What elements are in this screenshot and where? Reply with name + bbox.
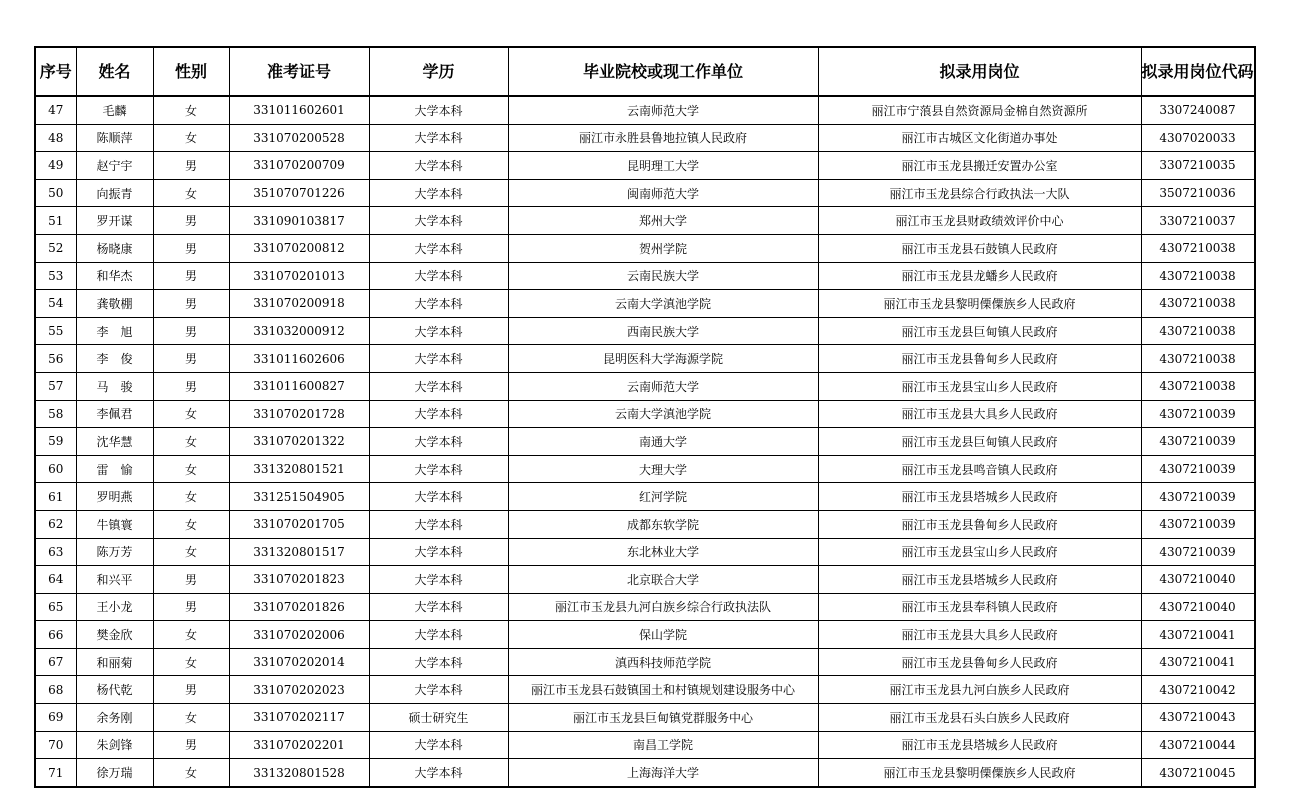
cell-school: 滇西科技师范学院 [508,648,818,676]
cell-gender: 女 [153,96,229,124]
cell-gender: 男 [153,676,229,704]
cell-gender: 女 [153,538,229,566]
cell-seq: 69 [35,704,76,732]
cell-education: 大学本科 [369,483,508,511]
cell-exam-id: 331090103817 [229,207,369,235]
cell-position-code: 4307210041 [1141,648,1255,676]
cell-name: 李 俊 [76,345,153,373]
cell-seq: 63 [35,538,76,566]
cell-education: 大学本科 [369,124,508,152]
cell-education: 大学本科 [369,648,508,676]
cell-position: 丽江市玉龙县九河白族乡人民政府 [818,676,1141,704]
cell-seq: 55 [35,317,76,345]
table-row [35,566,1255,594]
cell-school: 成都东软学院 [508,510,818,538]
table-row [35,648,1255,676]
cell-exam-id: 331070201823 [229,566,369,594]
cell-school: 昆明理工大学 [508,152,818,180]
header-proposed-position: 拟录用岗位 [818,47,1141,96]
cell-position-code: 4307210039 [1141,538,1255,566]
cell-position-code: 4307210044 [1141,731,1255,759]
cell-position-code: 4307210043 [1141,704,1255,732]
table-row [35,510,1255,538]
cell-position: 丽江市玉龙县龙蟠乡人民政府 [818,262,1141,290]
cell-school: 丽江市玉龙县巨甸镇党群服务中心 [508,704,818,732]
cell-name: 余务刚 [76,704,153,732]
table-row [35,124,1255,152]
table-row [35,676,1255,704]
cell-seq: 57 [35,372,76,400]
cell-position-code: 4307210038 [1141,317,1255,345]
cell-gender: 女 [153,621,229,649]
cell-school: 昆明医科大学海源学院 [508,345,818,373]
table-row [35,234,1255,262]
table-row [35,179,1255,207]
cell-school: 丽江市永胜县鲁地拉镇人民政府 [508,124,818,152]
cell-school: 丽江市玉龙县石鼓镇国土和村镇规划建设服务中心 [508,676,818,704]
cell-position: 丽江市玉龙县巨甸镇人民政府 [818,428,1141,456]
cell-school: 上海海洋大学 [508,759,818,787]
cell-position-code: 4307210038 [1141,372,1255,400]
cell-seq: 62 [35,510,76,538]
cell-position-code: 3307240087 [1141,96,1255,124]
cell-gender: 女 [153,704,229,732]
cell-education: 大学本科 [369,234,508,262]
cell-seq: 60 [35,455,76,483]
cell-education: 大学本科 [369,676,508,704]
table-row [35,483,1255,511]
cell-education: 大学本科 [369,428,508,456]
cell-exam-id: 331032000912 [229,317,369,345]
cell-gender: 女 [153,124,229,152]
cell-exam-id: 331011602601 [229,96,369,124]
cell-position-code: 4307210038 [1141,290,1255,318]
cell-gender: 男 [153,234,229,262]
cell-position-code: 4307210038 [1141,345,1255,373]
cell-position: 丽江市玉龙县大具乡人民政府 [818,400,1141,428]
cell-name: 陈万芳 [76,538,153,566]
cell-school: 南昌工学院 [508,731,818,759]
cell-position-code: 4307210039 [1141,483,1255,511]
cell-seq: 70 [35,731,76,759]
table-row [35,345,1255,373]
cell-position-code: 4307020033 [1141,124,1255,152]
cell-name: 王小龙 [76,593,153,621]
cell-school: 云南大学滇池学院 [508,290,818,318]
cell-gender: 男 [153,345,229,373]
cell-exam-id: 331011602606 [229,345,369,373]
cell-name: 毛麟 [76,96,153,124]
cell-school: 郑州大学 [508,207,818,235]
cell-exam-id: 331070202201 [229,731,369,759]
cell-position: 丽江市玉龙县石头白族乡人民政府 [818,704,1141,732]
cell-gender: 男 [153,207,229,235]
cell-name: 杨晓康 [76,234,153,262]
cell-seq: 58 [35,400,76,428]
cell-gender: 女 [153,428,229,456]
table-row [35,96,1255,124]
cell-position: 丽江市玉龙县宝山乡人民政府 [818,538,1141,566]
cell-position-code: 4307210038 [1141,234,1255,262]
cell-position: 丽江市玉龙县大具乡人民政府 [818,621,1141,649]
cell-gender: 女 [153,179,229,207]
cell-name: 雷 愉 [76,455,153,483]
header-gender: 性别 [153,47,229,96]
cell-exam-id: 331320801517 [229,538,369,566]
table-row [35,207,1255,235]
cell-position-code: 4307210040 [1141,593,1255,621]
cell-exam-id: 331320801521 [229,455,369,483]
cell-seq: 47 [35,96,76,124]
cell-gender: 男 [153,317,229,345]
cell-gender: 男 [153,262,229,290]
cell-school: 红河学院 [508,483,818,511]
cell-school: 云南师范大学 [508,372,818,400]
cell-position-code: 4307210039 [1141,510,1255,538]
cell-school: 北京联合大学 [508,566,818,594]
cell-exam-id: 331070201705 [229,510,369,538]
cell-education: 大学本科 [369,372,508,400]
cell-name: 和华杰 [76,262,153,290]
table-row [35,290,1255,318]
cell-education: 大学本科 [369,317,508,345]
cell-exam-id: 331070202006 [229,621,369,649]
cell-school: 贺州学院 [508,234,818,262]
cell-education: 大学本科 [369,538,508,566]
cell-position: 丽江市玉龙县综合行政执法一大队 [818,179,1141,207]
cell-education: 大学本科 [369,593,508,621]
cell-exam-id: 331070202023 [229,676,369,704]
cell-name: 朱剑锋 [76,731,153,759]
cell-position-code: 4307210039 [1141,428,1255,456]
table-row [35,621,1255,649]
cell-gender: 女 [153,759,229,787]
cell-exam-id: 331070201728 [229,400,369,428]
cell-position: 丽江市玉龙县塔城乡人民政府 [818,731,1141,759]
cell-position-code: 4307210045 [1141,759,1255,787]
cell-name: 沈华慧 [76,428,153,456]
cell-position-code: 4307210039 [1141,455,1255,483]
cell-name: 赵宁宇 [76,152,153,180]
cell-exam-id: 331070202014 [229,648,369,676]
cell-gender: 男 [153,566,229,594]
cell-exam-id: 331070200812 [229,234,369,262]
cell-position: 丽江市古城区文化街道办事处 [818,124,1141,152]
cell-seq: 65 [35,593,76,621]
cell-position: 丽江市玉龙县塔城乡人民政府 [818,566,1141,594]
cell-exam-id: 331070202117 [229,704,369,732]
cell-position-code: 4307210042 [1141,676,1255,704]
cell-position: 丽江市玉龙县鲁甸乡人民政府 [818,648,1141,676]
table-body [35,96,1255,787]
cell-position-code: 3307210037 [1141,207,1255,235]
table-row [35,152,1255,180]
cell-exam-id: 351070701226 [229,179,369,207]
cell-education: 大学本科 [369,455,508,483]
cell-exam-id: 331070201826 [229,593,369,621]
cell-name: 向振青 [76,179,153,207]
cell-position-code: 3507210036 [1141,179,1255,207]
cell-school: 闽南师范大学 [508,179,818,207]
cell-gender: 男 [153,372,229,400]
cell-education: 大学本科 [369,345,508,373]
table-row [35,704,1255,732]
table-row [35,262,1255,290]
header-exam-id: 准考证号 [229,47,369,96]
cell-position: 丽江市玉龙县鲁甸乡人民政府 [818,345,1141,373]
cell-school: 云南民族大学 [508,262,818,290]
cell-gender: 男 [153,731,229,759]
cell-school: 保山学院 [508,621,818,649]
cell-education: 大学本科 [369,207,508,235]
cell-seq: 71 [35,759,76,787]
table-row [35,593,1255,621]
cell-gender: 女 [153,400,229,428]
cell-gender: 男 [153,152,229,180]
cell-education: 大学本科 [369,731,508,759]
cell-education: 大学本科 [369,96,508,124]
cell-seq: 68 [35,676,76,704]
cell-position: 丽江市玉龙县宝山乡人民政府 [818,372,1141,400]
cell-school: 丽江市玉龙县九河白族乡综合行政执法队 [508,593,818,621]
cell-position-code: 4307210039 [1141,400,1255,428]
cell-education: 大学本科 [369,400,508,428]
cell-name: 马 骏 [76,372,153,400]
cell-name: 李佩君 [76,400,153,428]
cell-position: 丽江市玉龙县鸣音镇人民政府 [818,455,1141,483]
cell-school: 西南民族大学 [508,317,818,345]
cell-exam-id: 331070200528 [229,124,369,152]
cell-gender: 女 [153,483,229,511]
cell-seq: 49 [35,152,76,180]
cell-position: 丽江市玉龙县巨甸镇人民政府 [818,317,1141,345]
cell-education: 大学本科 [369,152,508,180]
table-row [35,759,1255,787]
cell-seq: 48 [35,124,76,152]
table-row [35,400,1255,428]
cell-education: 大学本科 [369,621,508,649]
cell-education: 大学本科 [369,262,508,290]
cell-position: 丽江市玉龙县鲁甸乡人民政府 [818,510,1141,538]
cell-seq: 59 [35,428,76,456]
cell-position: 丽江市玉龙县奉科镇人民政府 [818,593,1141,621]
cell-education: 硕士研究生 [369,704,508,732]
cell-exam-id: 331251504905 [229,483,369,511]
cell-name: 和丽菊 [76,648,153,676]
cell-school: 云南师范大学 [508,96,818,124]
cell-exam-id: 331070200709 [229,152,369,180]
table-row [35,372,1255,400]
table-row [35,428,1255,456]
header-position-code: 拟录用岗位代码 [1141,47,1255,96]
table-row [35,731,1255,759]
cell-seq: 61 [35,483,76,511]
cell-seq: 56 [35,345,76,373]
cell-position: 丽江市玉龙县财政绩效评价中心 [818,207,1141,235]
cell-education: 大学本科 [369,759,508,787]
cell-school: 东北林业大学 [508,538,818,566]
header-name: 姓名 [76,47,153,96]
cell-name: 杨代乾 [76,676,153,704]
cell-school: 大理大学 [508,455,818,483]
cell-name: 和兴平 [76,566,153,594]
table-row [35,317,1255,345]
cell-position: 丽江市玉龙县搬迁安置办公室 [818,152,1141,180]
cell-name: 徐万瑞 [76,759,153,787]
cell-education: 大学本科 [369,510,508,538]
cell-exam-id: 331070201013 [229,262,369,290]
cell-seq: 66 [35,621,76,649]
cell-gender: 男 [153,593,229,621]
cell-position: 丽江市玉龙县黎明傈僳族乡人民政府 [818,759,1141,787]
cell-exam-id: 331070201322 [229,428,369,456]
cell-position-code: 3307210035 [1141,152,1255,180]
cell-position-code: 4307210041 [1141,621,1255,649]
cell-education: 大学本科 [369,290,508,318]
cell-position: 丽江市玉龙县塔城乡人民政府 [818,483,1141,511]
cell-seq: 53 [35,262,76,290]
cell-name: 李 旭 [76,317,153,345]
cell-seq: 54 [35,290,76,318]
cell-exam-id: 331320801528 [229,759,369,787]
cell-position: 丽江市玉龙县黎明傈僳族乡人民政府 [818,290,1141,318]
cell-position: 丽江市宁蒗县自然资源局金棉自然资源所 [818,96,1141,124]
cell-exam-id: 331011600827 [229,372,369,400]
cell-exam-id: 331070200918 [229,290,369,318]
cell-education: 大学本科 [369,566,508,594]
cell-name: 牛镇寰 [76,510,153,538]
cell-seq: 52 [35,234,76,262]
cell-gender: 女 [153,648,229,676]
cell-education: 大学本科 [369,179,508,207]
cell-position-code: 4307210038 [1141,262,1255,290]
table-row [35,455,1255,483]
cell-seq: 50 [35,179,76,207]
cell-school: 南通大学 [508,428,818,456]
cell-name: 陈顺萍 [76,124,153,152]
cell-gender: 女 [153,455,229,483]
cell-seq: 51 [35,207,76,235]
cell-name: 罗明燕 [76,483,153,511]
header-school-or-employer: 毕业院校或现工作单位 [508,47,818,96]
cell-position: 丽江市玉龙县石鼓镇人民政府 [818,234,1141,262]
cell-position-code: 4307210040 [1141,566,1255,594]
cell-name: 罗开谋 [76,207,153,235]
cell-seq: 67 [35,648,76,676]
header-seq: 序号 [35,47,76,96]
cell-seq: 64 [35,566,76,594]
candidate-table [34,46,1256,788]
header-education: 学历 [369,47,508,96]
cell-gender: 男 [153,290,229,318]
cell-name: 龚敬棚 [76,290,153,318]
cell-gender: 女 [153,510,229,538]
cell-school: 云南大学滇池学院 [508,400,818,428]
table-row [35,538,1255,566]
header-row [35,47,1255,96]
cell-name: 樊金欣 [76,621,153,649]
